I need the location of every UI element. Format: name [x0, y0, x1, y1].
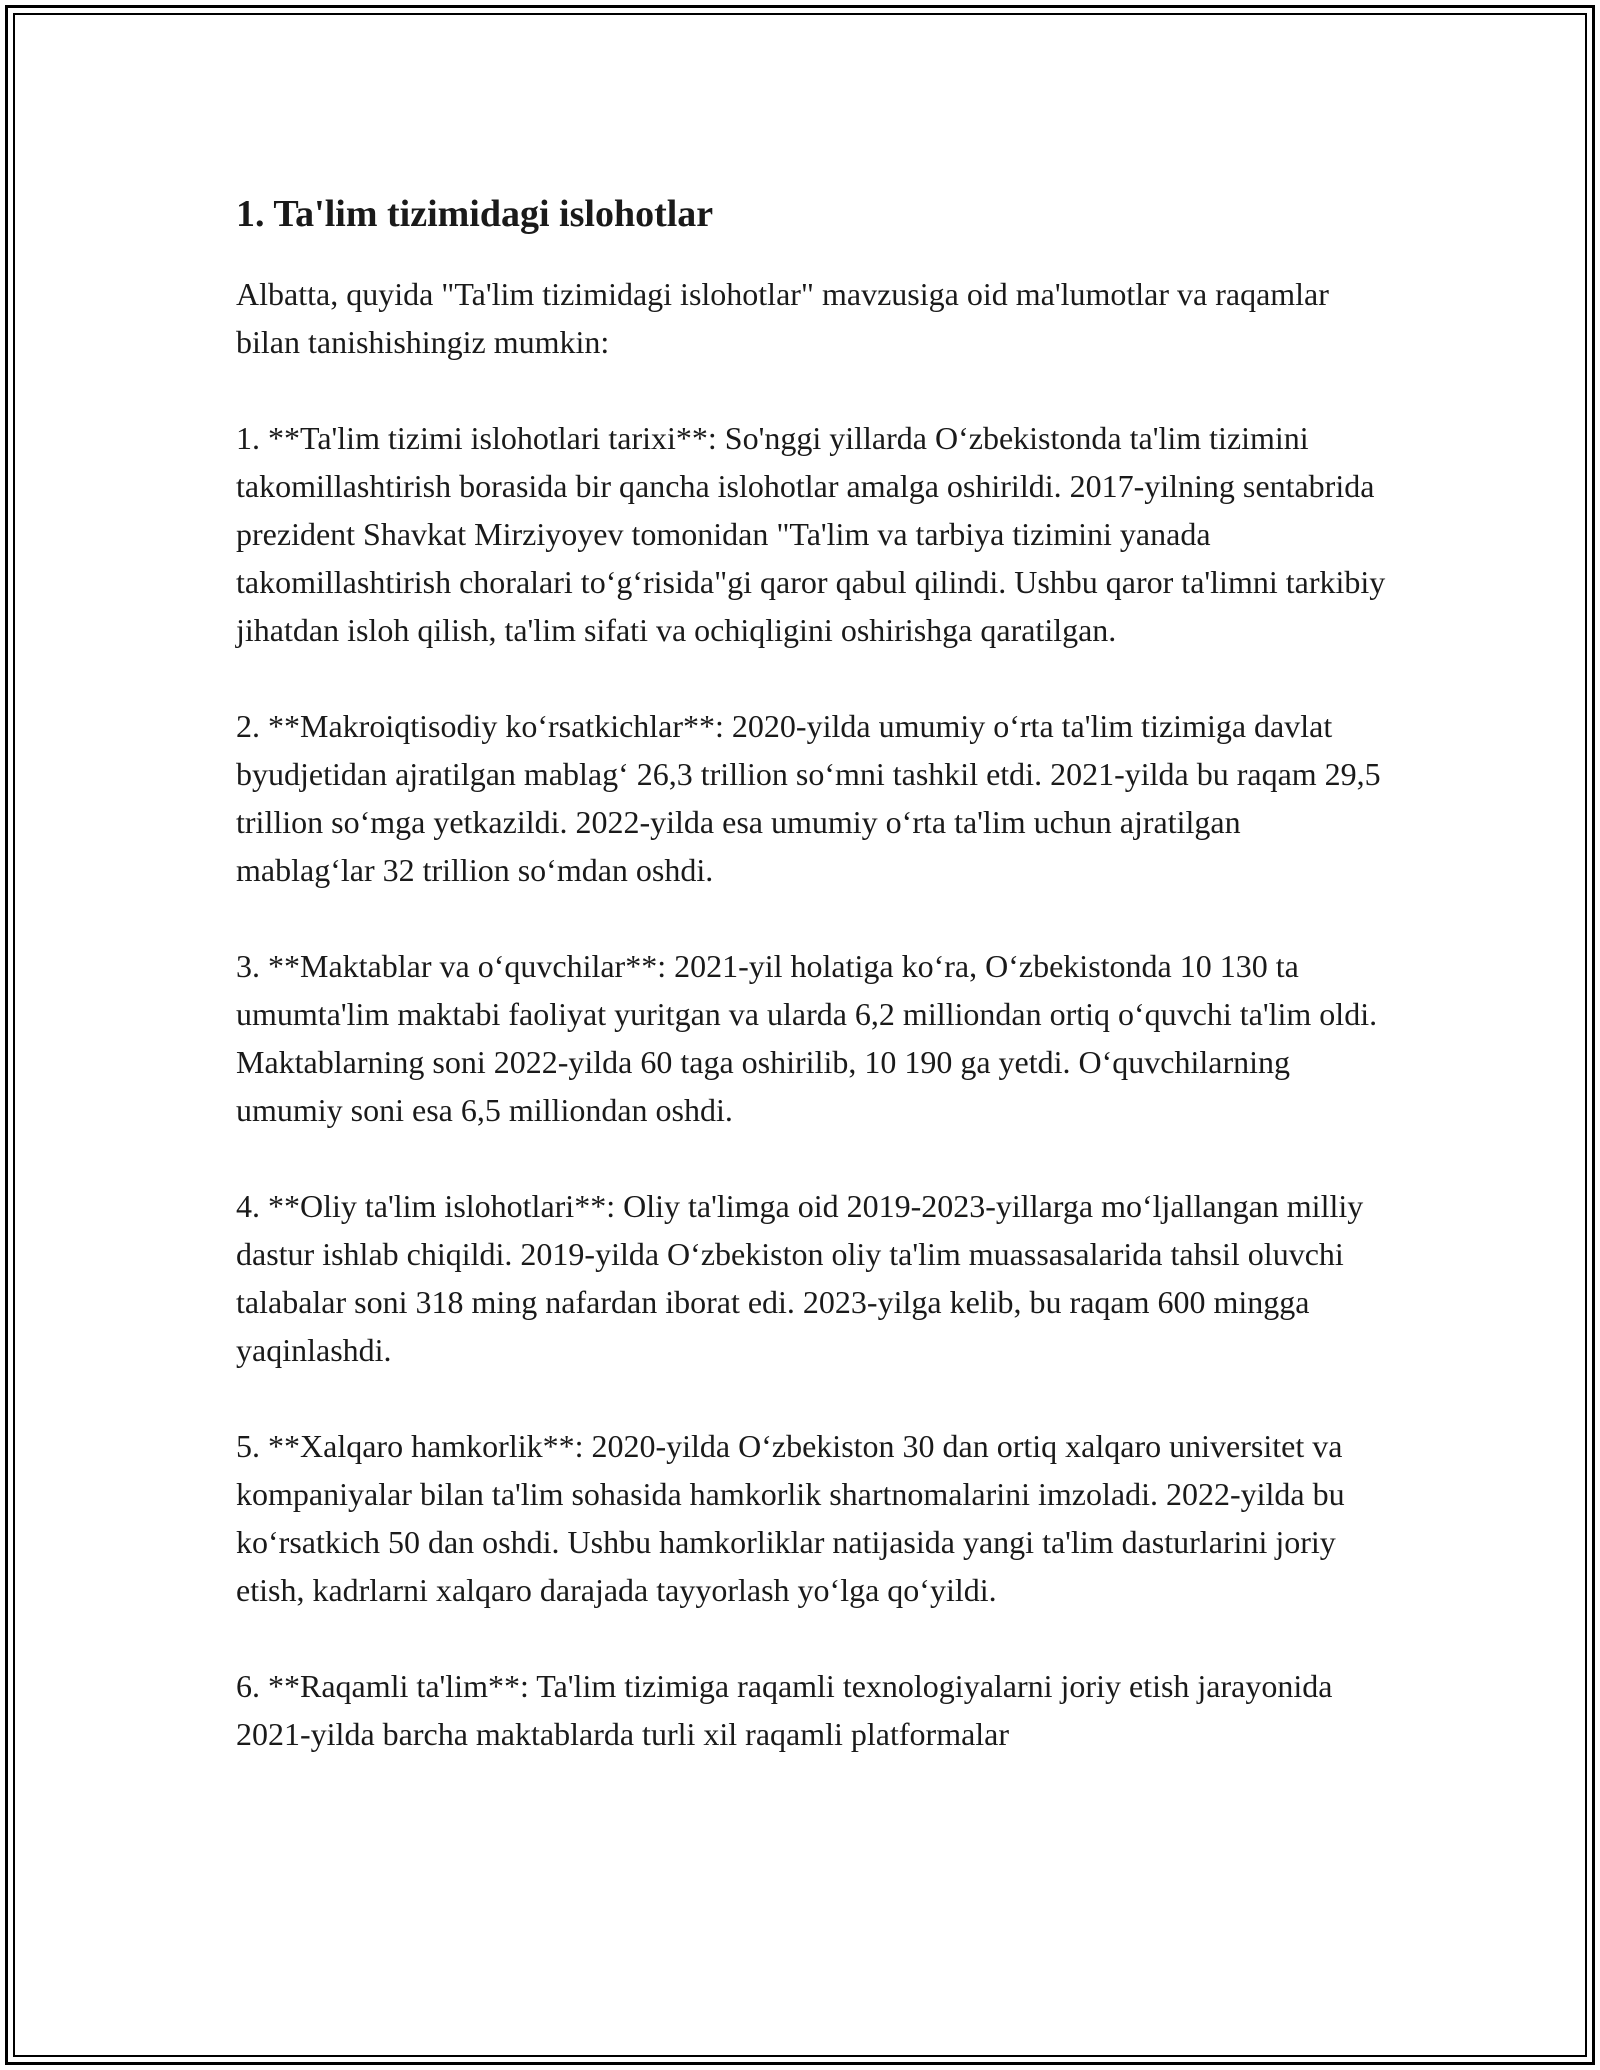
paragraph-schools: 3. **Maktablar va o‘quvchilar**: 2021-yil holatiga ko‘ra, O‘zbekistonda 10 130 ta umumta'lim maktabi faoliyat yuritgan va ularda 6,2 milliondan ortiq o‘quvchi ta'lim oldi. Maktablarning soni 2022-yilda 60 taga oshirilib, 10 190 ga yetdi. O‘quvchilarning umumiy soni esa 6,5 milliondan oshdi. — [236, 948, 1378, 1128]
document-body — [236, 188, 1386, 1806]
paragraph-digital: 6. **Raqamli ta'lim**: Ta'lim tizimiga raqamli texnologiyalarni joriy etish jarayonida 2021-yilda barcha maktablarda turli xil raqamli platformalar — [236, 1668, 1333, 1752]
document-title: 1. Ta'lim tizimidagi islohotlar — [236, 193, 714, 235]
paragraph-macroeconomic: 2. **Makroiqtisodiy ko‘rsatkichlar**: 2020-yilda umumiy o‘rta ta'lim tizimiga davlat byudjetidan ajratilgan mablag‘ 26,3 trillion so‘mni tashkil etdi. 2021-yilda bu raqam 29,5 trillion so‘mga yetkazildi. 2022-yilda esa umumiy o‘rta ta'lim uchun ajratilgan mablag‘lar 32 trillion so‘mdan oshdi. — [236, 708, 1381, 888]
paragraph-higher-education: 4. **Oliy ta'lim islohotlari**: Oliy ta'limga oid 2019-2023-yillarga mo‘ljallangan milliy dastur ishlab chiqildi. 2019-yilda O‘zbekiston oliy ta'lim muassasalarida tahsil oluvchi talabalar soni 318 ming nafardan iborat edi. 2023-yilga kelib, bu raqam 600 mingga yaqinlashdi. — [236, 1188, 1364, 1368]
paragraph-history: 1. **Ta'lim tizimi islohotlari tarixi**: So'nggi yillarda O‘zbekistonda ta'lim tizimini takomillashtirish borasida bir qancha islohotlar amalga oshirildi. 2017-yilning sentabrida prezident Shavkat Mirziyoyev tomonidan "Ta'lim va tarbiya tizimini yanada takomillashtirish choralari to‘g‘risida"gi qaror qabul qilindi. Ushbu qaror ta'limni tarkibiy jihatdan isloh qilish, ta'lim sifati va ochiqligini oshirishga qaratilgan. — [236, 420, 1386, 648]
paragraph-international: 5. **Xalqaro hamkorlik**: 2020-yilda O‘zbekiston 30 dan ortiq xalqaro universitet va kompaniyalar bilan ta'lim sohasida hamkorlik shartnomalarini imzoladi. 2022-yilda bu ko‘rsatkich 50 dan oshdi. Ushbu hamkorliklar natijasida yangi ta'lim dasturlarini joriy etish, kadrlarni xalqaro darajada tayyorlash yo‘lga qo‘yildi. — [236, 1428, 1345, 1608]
intro-paragraph: Albatta, quyida "Ta'lim tizimidagi islohotlar" mavzusiga oid ma'lumotlar va raqamlar bilan tanishishingiz mumkin: — [236, 276, 1329, 360]
